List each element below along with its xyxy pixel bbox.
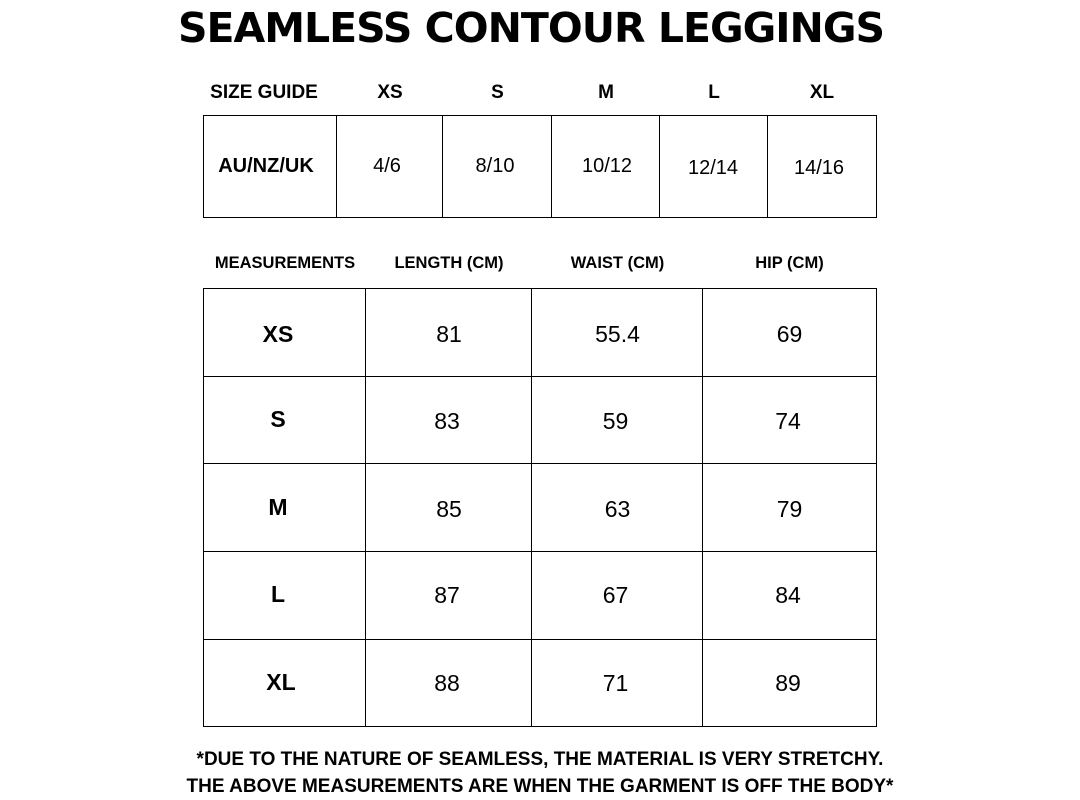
length-value: 81 (436, 321, 462, 347)
row-size-label: L (270, 581, 286, 607)
measurements-header: MEASUREMENTS (214, 254, 356, 272)
size-guide-header: SIZE GUIDE (210, 82, 318, 103)
size-header-l: L (708, 82, 720, 103)
waist-value: 71 (602, 670, 629, 696)
size-header-s: S (491, 82, 504, 103)
hip-value: 84 (775, 582, 801, 608)
row-size-label: XL (266, 669, 296, 695)
size-header-m: M (598, 82, 614, 103)
divider (203, 376, 877, 377)
waist-value: 55.4 (595, 321, 640, 347)
waist-value: 67 (602, 582, 629, 608)
hip-header: HIP (CM) (755, 254, 824, 272)
region-value-xs: 4/6 (373, 155, 401, 177)
region-value-s: 8/10 (475, 155, 515, 177)
footnote-line-1: *DUE TO THE NATURE OF SEAMLESS, THE MATERIAL IS VERY STRETCHY. (196, 749, 884, 770)
region-value-xl: 14/16 (793, 157, 845, 179)
region-label: AU/NZ/UK (218, 155, 314, 177)
length-value: 85 (436, 496, 462, 522)
size-header-xs: XS (377, 82, 403, 103)
hip-value: 74 (775, 408, 801, 434)
size-header-xl: XL (809, 82, 835, 103)
length-value: 83 (434, 408, 460, 434)
waist-header: WAIST (CM) (570, 254, 665, 272)
region-value-l: 12/14 (687, 157, 739, 179)
hip-value: 89 (775, 670, 801, 696)
region-value-m: 10/12 (581, 155, 633, 177)
row-size-label: XS (262, 321, 294, 347)
divider (203, 551, 877, 552)
waist-value: 59 (602, 408, 629, 434)
footnote-line-2: THE ABOVE MEASUREMENTS ARE WHEN THE GARMENT IS OFF THE BODY* (186, 776, 894, 797)
length-value: 88 (434, 670, 460, 696)
divider (203, 463, 877, 464)
length-header: LENGTH (CM) (394, 254, 504, 272)
hip-value: 79 (776, 496, 803, 522)
hip-value: 69 (776, 321, 803, 347)
divider (203, 639, 877, 640)
waist-value: 63 (604, 496, 631, 522)
page-title: SEAMLESS CONTOUR LEGGINGS (177, 4, 885, 52)
row-size-label: S (270, 406, 286, 432)
length-value: 87 (434, 582, 460, 608)
row-size-label: M (268, 494, 288, 520)
